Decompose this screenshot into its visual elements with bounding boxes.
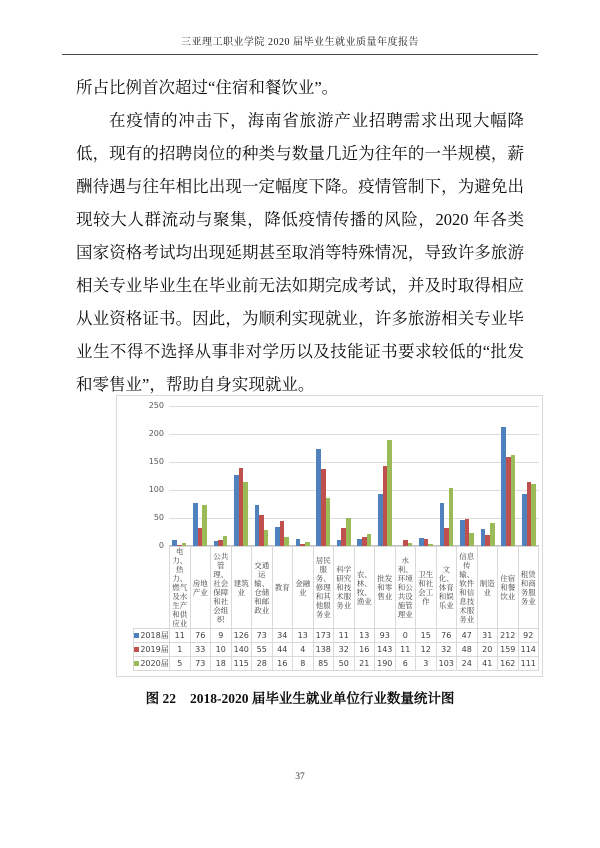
value-cell-2020届-11: 190 xyxy=(375,657,396,671)
value-cell-2020届-4: 115 xyxy=(231,657,252,671)
legend-swatch-icon xyxy=(134,647,139,652)
legend-cell-2020届: 2020届 xyxy=(134,657,170,671)
bar-groups xyxy=(169,396,539,546)
y-tick-200: 200 xyxy=(148,429,164,438)
page-number: 37 xyxy=(295,772,305,782)
figure-caption-text: 2018-2020 届毕业生就业单位行业数量统计图 xyxy=(190,691,455,706)
data-row-2020届 xyxy=(134,657,539,671)
corner-cell xyxy=(134,547,170,629)
category-cell-1: 电力、热力、燃气及水生产和供应业 xyxy=(170,547,191,629)
bar-group-8 xyxy=(313,396,334,546)
chart-plot-area xyxy=(133,396,539,550)
value-cell-2018届-13: 15 xyxy=(416,629,437,643)
value-cell-2019届-9: 32 xyxy=(334,643,355,657)
value-cell-2019届-6: 44 xyxy=(272,643,293,657)
y-tick-150: 150 xyxy=(148,457,164,466)
value-cell-2019届-3: 10 xyxy=(211,643,232,657)
y-tick-250: 250 xyxy=(148,401,164,410)
category-cell-12: 水利、环境和公共设施管理业 xyxy=(395,547,416,629)
bar-group-7 xyxy=(292,396,313,546)
category-cell-8: 居民服务、修理和其他服务业 xyxy=(313,547,334,629)
bar-group-17 xyxy=(498,396,519,546)
figure-number: 图 22 xyxy=(145,691,176,706)
category-cell-11: 批发和零售业 xyxy=(375,547,396,629)
bar-2020届-12 xyxy=(408,543,413,546)
category-cell-9: 科学研究和技术服务业 xyxy=(334,547,355,629)
bar-2020届-15 xyxy=(469,533,474,546)
value-cell-2019届-2: 33 xyxy=(190,643,211,657)
value-cell-2019届-5: 55 xyxy=(252,643,273,657)
bar-2020届-6 xyxy=(284,537,289,546)
value-cell-2018届-16: 31 xyxy=(477,629,498,643)
bar-2020届-18 xyxy=(531,484,536,546)
value-cell-2018届-17: 212 xyxy=(498,629,519,643)
bar-2020届-8 xyxy=(326,498,331,546)
bar-2020届-4 xyxy=(243,482,248,546)
value-cell-2018届-4: 126 xyxy=(231,629,252,643)
value-cell-2018届-2: 76 xyxy=(190,629,211,643)
bar-group-1 xyxy=(169,396,190,546)
value-cell-2020届-10: 21 xyxy=(354,657,375,671)
value-cell-2018届-8: 173 xyxy=(313,629,334,643)
bar-group-15 xyxy=(457,396,478,546)
value-cell-2019届-4: 140 xyxy=(231,643,252,657)
category-cell-6: 教育 xyxy=(272,547,293,629)
value-cell-2020届-1: 5 xyxy=(170,657,191,671)
bar-group-12 xyxy=(395,396,416,546)
value-cell-2019届-10: 16 xyxy=(354,643,375,657)
value-cell-2018届-18: 92 xyxy=(518,629,539,643)
category-cell-16: 制造业 xyxy=(477,547,498,629)
legend-swatch-icon xyxy=(134,661,139,666)
bar-group-5 xyxy=(251,396,272,546)
value-cell-2020届-6: 16 xyxy=(272,657,293,671)
value-cell-2019届-14: 32 xyxy=(436,643,457,657)
bar-group-18 xyxy=(519,396,540,546)
value-cell-2019届-12: 11 xyxy=(395,643,416,657)
bar-group-3 xyxy=(210,396,231,546)
document-body xyxy=(76,71,524,401)
value-cell-2020届-3: 18 xyxy=(211,657,232,671)
bar-2020届-9 xyxy=(346,518,351,546)
header-title: 三亚理工职业学院 2020 届毕业生就业质量年度报告 xyxy=(181,37,419,48)
value-cell-2019届-7: 4 xyxy=(293,643,314,657)
bar-2020届-14 xyxy=(449,488,454,546)
value-cell-2020届-15: 24 xyxy=(457,657,478,671)
bar-2020届-5 xyxy=(264,530,269,546)
bar-group-10 xyxy=(354,396,375,546)
bar-group-6 xyxy=(272,396,293,546)
category-label-row xyxy=(134,547,539,629)
data-row-2018届 xyxy=(134,629,539,643)
category-cell-2: 房地产业 xyxy=(190,547,211,629)
value-cell-2018届-5: 73 xyxy=(252,629,273,643)
paragraph-2: 在疫情的冲击下，海南省旅游产业招聘需求出现大幅降低，现有的招聘岗位的种类与数量几近为往年的一半规模，薪酬待遇与往年相比出现一定幅度下降。疫情管制下，为避免出现较大人群流动与聚集，降低疫情传播的风险，2020 年各类国家资格考试均出现延期甚至取消等特殊情况，导致许多旅游相关专业毕业生在毕业前无法如期完成考试，并及时取得相应从业资格证书。因此，为顺利实现就业，许多旅游相关专业毕业生不得不选择从事非对学历以及技能证书要求较低的“批发和零售业”，帮助自身实现就业。 xyxy=(76,111,524,394)
bar-2020届-16 xyxy=(490,523,495,546)
bar-group-4 xyxy=(231,396,252,546)
y-tick-50: 50 xyxy=(153,513,164,522)
category-cell-17: 住宿和餐饮业 xyxy=(498,547,519,629)
category-cell-7: 金融业 xyxy=(293,547,314,629)
category-cell-15: 信息传输、软件和信息技术服务业 xyxy=(457,547,478,629)
value-cell-2018届-3: 9 xyxy=(211,629,232,643)
value-cell-2020届-18: 111 xyxy=(518,657,539,671)
value-cell-2019届-16: 20 xyxy=(477,643,498,657)
bar-2020届-2 xyxy=(202,505,207,546)
category-cell-10: 农、林、牧、渔业 xyxy=(354,547,375,629)
value-cell-2020届-7: 8 xyxy=(293,657,314,671)
value-cell-2018届-6: 34 xyxy=(272,629,293,643)
bar-2020届-11 xyxy=(387,440,392,546)
bar-group-2 xyxy=(190,396,211,546)
value-cell-2020届-8: 85 xyxy=(313,657,334,671)
figure-caption xyxy=(0,687,600,707)
value-cell-2018届-1: 11 xyxy=(170,629,191,643)
value-cell-2018届-14: 76 xyxy=(436,629,457,643)
bars-region xyxy=(169,396,539,546)
bar-group-13 xyxy=(416,396,437,546)
bar-2020届-1 xyxy=(182,543,187,546)
value-cell-2020届-2: 73 xyxy=(190,657,211,671)
chart-content xyxy=(133,396,539,671)
bar-2020届-17 xyxy=(511,455,516,546)
page-header xyxy=(62,33,538,55)
legend-cell-2018届: 2018届 xyxy=(134,629,170,643)
bar-2020届-7 xyxy=(305,542,310,546)
value-cell-2019届-13: 12 xyxy=(416,643,437,657)
value-cell-2020届-13: 3 xyxy=(416,657,437,671)
category-cell-18: 租赁和商务服务业 xyxy=(518,547,539,629)
bar-2020届-10 xyxy=(367,534,372,546)
value-cell-2020届-12: 6 xyxy=(395,657,416,671)
value-cell-2019届-18: 114 xyxy=(518,643,539,657)
category-cell-3: 公共管理、社会保障和社会组织 xyxy=(211,547,232,629)
value-cell-2018届-9: 11 xyxy=(334,629,355,643)
value-cell-2018届-15: 47 xyxy=(457,629,478,643)
category-cell-14: 文化、体育和娱乐业 xyxy=(436,547,457,629)
bar-group-16 xyxy=(477,396,498,546)
value-cell-2020届-17: 162 xyxy=(498,657,519,671)
value-cell-2020届-5: 28 xyxy=(252,657,273,671)
category-cell-4: 建筑业 xyxy=(231,547,252,629)
category-cell-5: 交通运输、仓储和邮政业 xyxy=(252,547,273,629)
y-axis xyxy=(133,396,164,550)
legend-swatch-icon xyxy=(134,633,139,638)
value-cell-2019届-15: 48 xyxy=(457,643,478,657)
category-cell-13: 卫生和社会工作 xyxy=(416,547,437,629)
bar-group-11 xyxy=(375,396,396,546)
bar-2020届-3 xyxy=(223,536,228,546)
bar-group-9 xyxy=(334,396,355,546)
value-cell-2019届-8: 138 xyxy=(313,643,334,657)
data-row-2019届 xyxy=(134,643,539,657)
value-cell-2020届-14: 103 xyxy=(436,657,457,671)
value-cell-2018届-7: 13 xyxy=(293,629,314,643)
value-cell-2018届-11: 93 xyxy=(375,629,396,643)
value-cell-2019届-1: 1 xyxy=(170,643,191,657)
value-cell-2019届-17: 159 xyxy=(498,643,519,657)
y-tick-0: 0 xyxy=(158,541,164,550)
chart-data-table xyxy=(133,546,539,671)
bar-2020届-13 xyxy=(428,544,433,546)
legend-cell-2019届: 2019届 xyxy=(134,643,170,657)
value-cell-2019届-11: 143 xyxy=(375,643,396,657)
value-cell-2020届-16: 41 xyxy=(477,657,498,671)
value-cell-2018届-12: 0 xyxy=(395,629,416,643)
page-footer xyxy=(0,772,600,782)
value-cell-2018届-10: 13 xyxy=(354,629,375,643)
industry-bar-chart xyxy=(116,395,543,677)
bar-group-14 xyxy=(436,396,457,546)
value-cell-2020届-9: 50 xyxy=(334,657,355,671)
y-tick-100: 100 xyxy=(148,485,164,494)
paragraph-1: 所占比例首次超过“住宿和餐饮业”。 xyxy=(76,78,339,97)
